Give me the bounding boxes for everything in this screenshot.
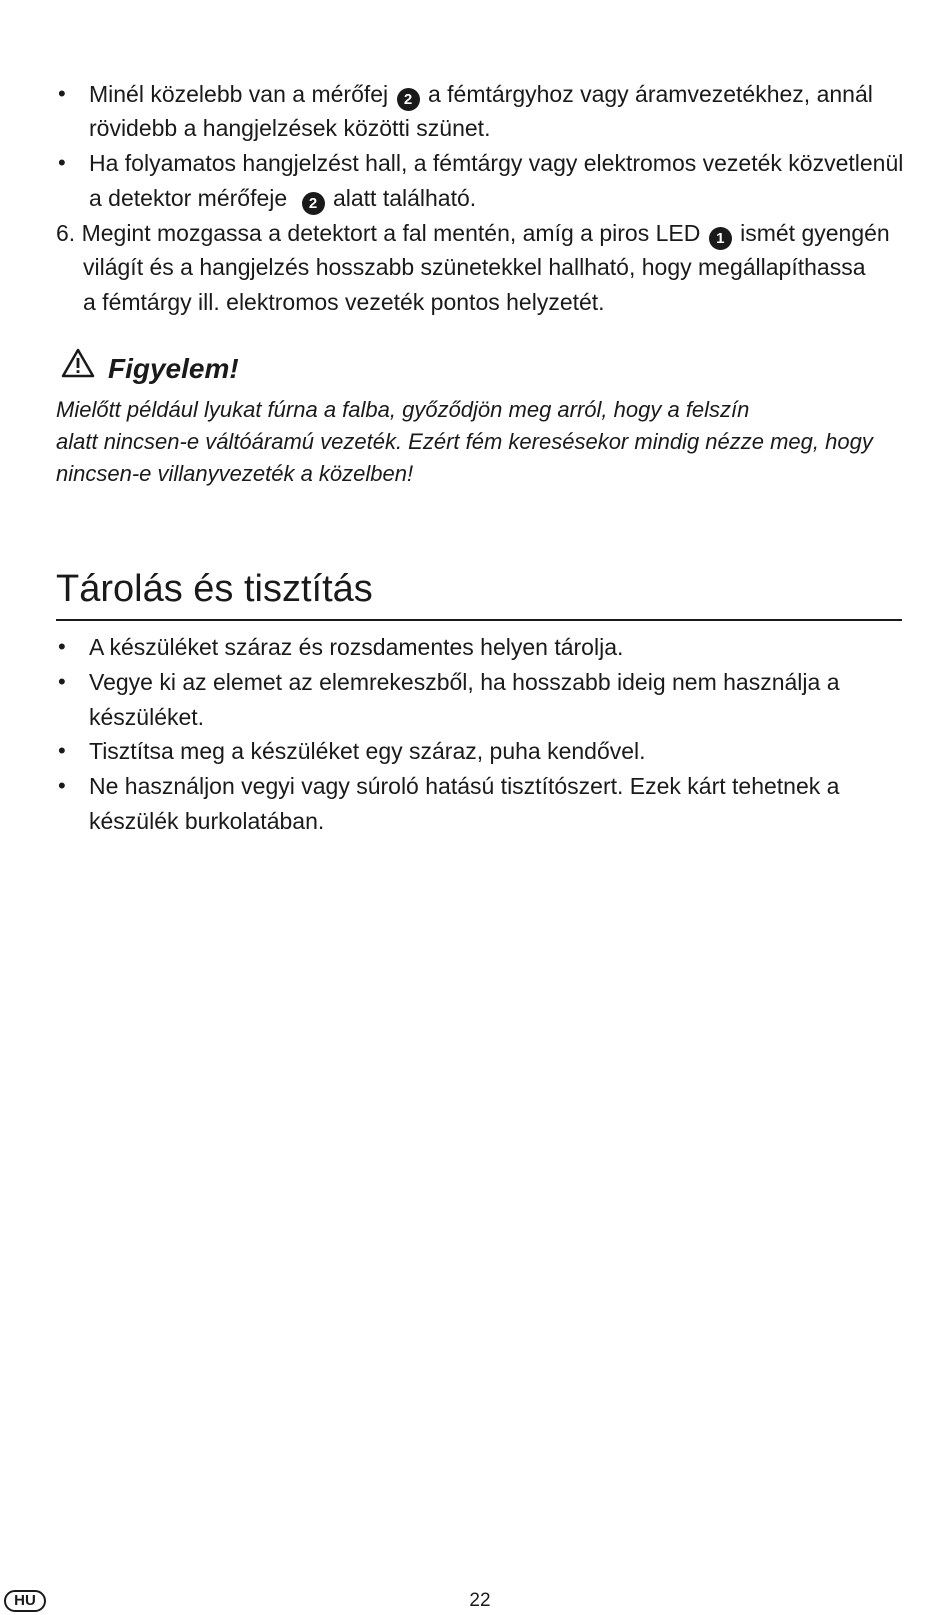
section-heading: Tárolás és tisztítás [56,568,373,610]
step-6-line-1 [56,218,890,250]
instruction-text: ismét gyengén [740,220,890,246]
bullet-marker: • [58,669,66,694]
instruction-text: Minél közelebb van a mérőfej [89,81,389,107]
warning-triangle-icon [60,347,96,379]
instruction-text: a fémtárgyhoz vagy áramvezetékhez, annál [427,81,873,107]
instruction-text: a detektor mérőfeje [89,185,288,211]
warning-text-line: alatt nincsen-e váltóáramú vezeték. Ezért fém keresésekor mindig nézze meg, hogy [56,429,873,454]
storage-bullet-2-line-2: készüléket. [89,704,205,730]
step-6-line-2: világít és a hangjelzés hosszabb szünetekkel hallható, hogy megállapíthassa [83,254,866,280]
warning-text-line: nincsen-e villanyvezeték a közelben! [56,461,414,486]
bullet-marker: • [58,738,66,763]
storage-bullet-1-line-1: A készüléket száraz és rozsdamentes helyen tárolja. [89,634,624,660]
language-badge: HU [4,1590,46,1612]
step-number: 6. [56,220,76,246]
storage-bullet-3-line-1: Tisztítsa meg a készüléket egy száraz, puha kendővel. [89,738,646,764]
instruction-bullet-1-line-2: rövidebb a hangjelzések közötti szünet. [89,115,491,141]
measuring-head-number-badge: 2 [397,88,420,111]
bullet-marker: • [58,773,66,798]
measuring-head-number-badge: 2 [302,192,325,215]
instruction-bullet-1-line-1 [89,79,873,111]
page-number: 22 [469,1590,491,1611]
instruction-bullet-2-line-1: Ha folyamatos hangjelzést hall, a fémtárgy vagy elektromos vezeték közvetlenül [89,150,904,176]
bullet-marker: • [58,81,66,106]
bullet-marker: • [58,150,66,175]
warning-title: Figyelem! [108,353,239,384]
instruction-text: alatt található. [332,185,477,211]
instruction-text: Megint mozgassa a detektort a fal mentén, amíg a piros LED [81,220,701,246]
bullet-marker: • [58,634,66,659]
heading-underline [56,619,902,621]
instruction-bullet-2-line-2 [89,183,476,215]
storage-bullet-4-line-2: készülék burkolatában. [89,808,325,834]
storage-bullet-4-line-1: Ne használjon vegyi vagy súroló hatású tisztítószert. Ezek kárt tehetnek a [89,773,840,799]
step-6-line-3: a fémtárgy ill. elektromos vezeték pontos helyzetét. [83,289,605,315]
storage-bullet-2-line-1: Vegye ki az elemet az elemrekeszből, ha hosszabb ideig nem használja a [89,669,840,695]
warning-text-line: Mielőtt például lyukat fúrna a falba, győződjön meg arról, hogy a felszín [56,397,750,422]
led-number-badge: 1 [709,227,732,250]
